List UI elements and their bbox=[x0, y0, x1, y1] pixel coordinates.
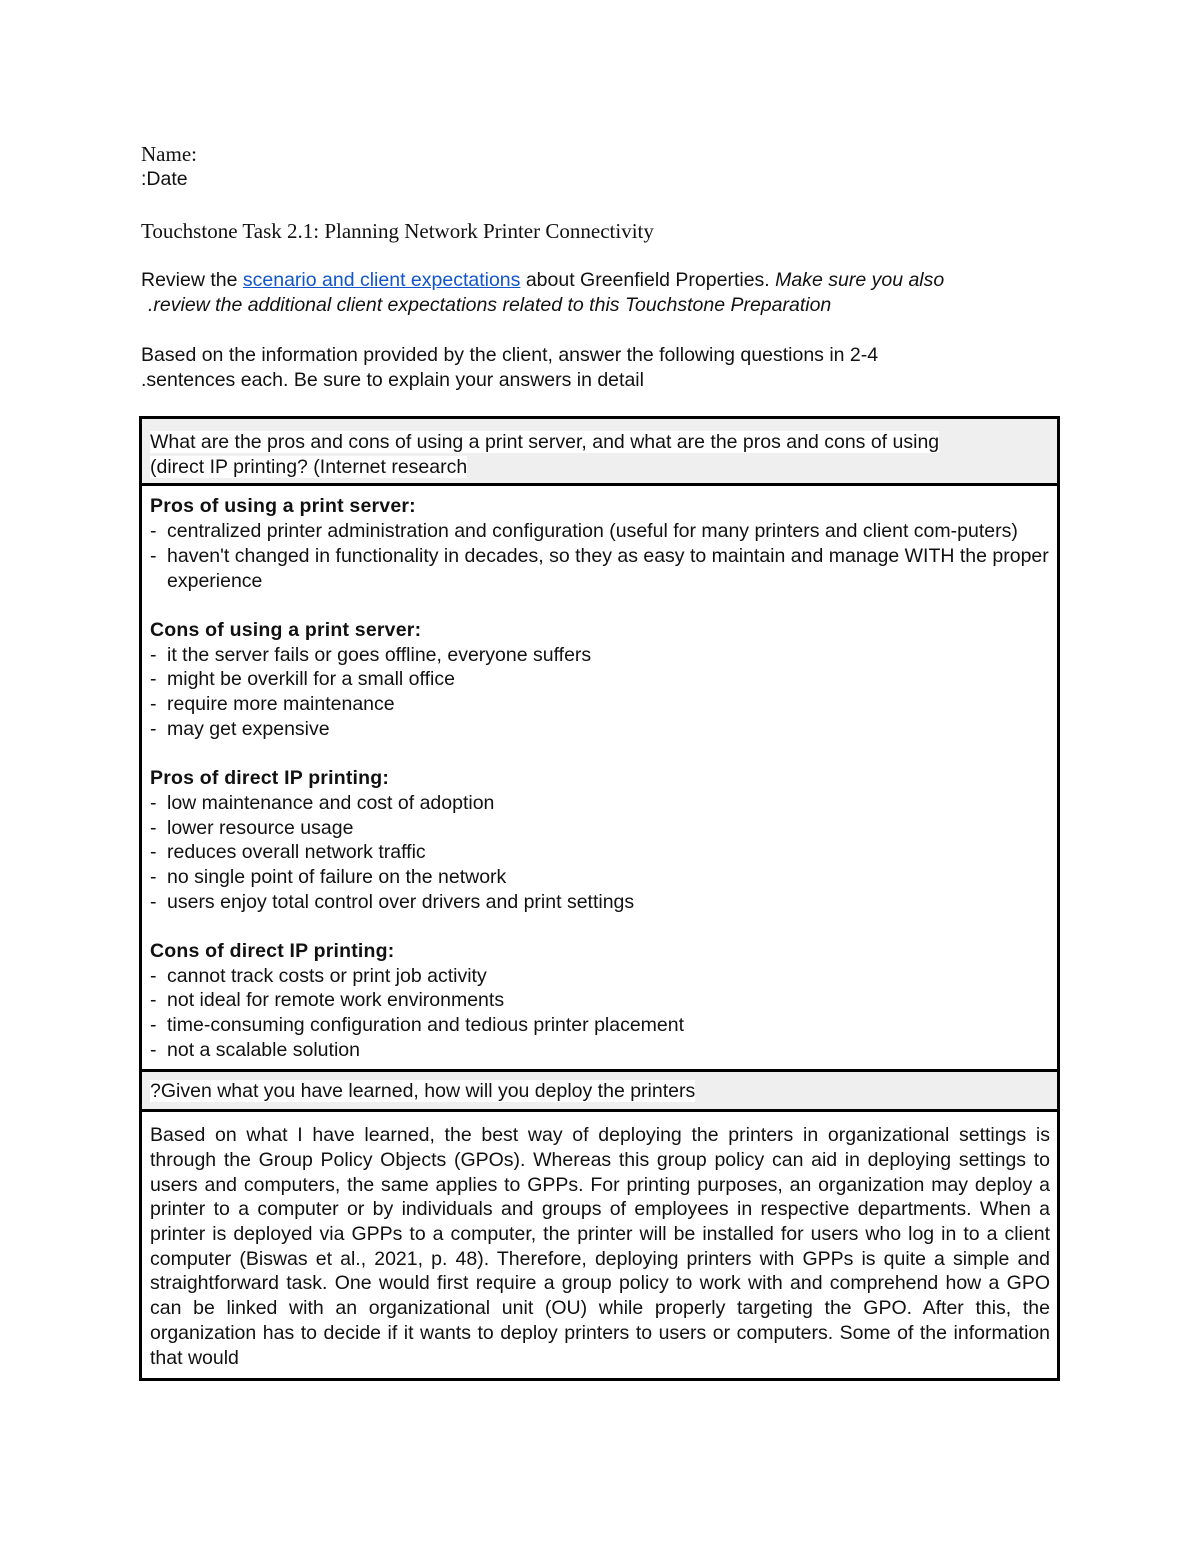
question1-cell bbox=[141, 418, 1059, 485]
list-item: - cannot track costs or print job activity bbox=[150, 964, 1050, 989]
question2-text: ?Given what you have learned, how will you deploy the printers bbox=[150, 1079, 696, 1102]
pros-direct-ip-heading: Pros of direct IP printing: bbox=[150, 767, 390, 790]
review-italic-1: Make sure you also bbox=[775, 269, 945, 291]
list-item: - low maintenance and cost of adoption bbox=[150, 791, 1050, 816]
list-item: - users enjoy total control over drivers and print settings bbox=[150, 890, 1050, 915]
list-item: - require more maintenance bbox=[150, 692, 1050, 717]
list-item: - centralized printer administration and configuration (useful for many printers and client com-puters) bbox=[150, 519, 1050, 544]
question2-row bbox=[141, 1070, 1059, 1111]
list-item: - haven't changed in functionality in decades, so they as easy to maintain and manage WITH the proper experience bbox=[150, 544, 1050, 593]
list-item: - it the server fails or goes offline, everyone suffers bbox=[150, 643, 1050, 668]
review-middle: about Greenfield Properties. bbox=[520, 269, 776, 291]
pros-print-server-heading: Pros of using a print server: bbox=[150, 495, 416, 518]
cons-direct-ip-list bbox=[150, 964, 1050, 1063]
pros-direct-ip-list bbox=[150, 791, 1050, 915]
question1-line2: (direct IP printing? (Internet research bbox=[150, 455, 468, 478]
answer2-row bbox=[141, 1111, 1059, 1380]
page-title: Touchstone Task 2.1: Planning Network Printer Connectivity bbox=[141, 219, 654, 243]
list-item: - may get expensive bbox=[150, 717, 1050, 742]
instruction-line1: Based on the information provided by the client, answer the following questions in 2-4 bbox=[141, 344, 879, 366]
cons-print-server-heading: Cons of using a print server: bbox=[150, 618, 422, 641]
pros-print-server-list bbox=[150, 519, 1050, 593]
instruction-line2: .sentences each. Be sure to explain your answers in detail bbox=[141, 369, 644, 391]
name-label: Name: bbox=[141, 142, 197, 166]
answer2-cell bbox=[141, 1111, 1059, 1380]
answer2-text: Based on what I have learned, the best way of deploying the printers in organizational settings is through the Group Policy Objects (GPOs). Whereas this group policy can aid in deploying settings to users and computers, the same applies to GPPs. For printing purposes, an organization may deploy a printer to a computer or by individuals and groups of employees in respective departments. When a printer is deployed via GPPs to a computer, the printer will be installed for users who log in to a client computer (Biswas et al., 2021, p. 48). Therefore, deploying printers with GPPs is quite a simple and straightforward task. One would first require a group policy to work with and comprehend how a GPO can be linked with an organizational unit (OU) while properly targeting the GPO. After this, the organization has to decide if it wants to deploy printers to users or computers. Some of the information that would bbox=[150, 1124, 1050, 1369]
list-item: - might be overkill for a small office bbox=[150, 667, 1050, 692]
answer1-cell bbox=[141, 485, 1059, 1070]
qa-table bbox=[139, 416, 1060, 1381]
answer1-row bbox=[141, 485, 1059, 1070]
list-item: - not a scalable solution bbox=[150, 1038, 1050, 1063]
scenario-link[interactable]: scenario and client expectations bbox=[242, 269, 521, 291]
list-item: - time-consuming configuration and tedious printer placement bbox=[150, 1013, 1050, 1038]
question2-cell bbox=[141, 1070, 1059, 1111]
question1-row bbox=[141, 418, 1059, 485]
question1-line1: What are the pros and cons of using a print server, and what are the pros and cons of using bbox=[150, 431, 940, 453]
list-item: - not ideal for remote work environments bbox=[150, 988, 1050, 1013]
list-item: - no single point of failure on the network bbox=[150, 865, 1050, 890]
review-prefix: Review the bbox=[141, 269, 243, 291]
review-paragraph-line2: .review the additional client expectations related to this Touchstone Preparation bbox=[148, 294, 832, 316]
cons-direct-ip-heading: Cons of direct IP printing: bbox=[150, 940, 395, 963]
list-item: - lower resource usage bbox=[150, 816, 1050, 841]
list-item: - reduces overall network traffic bbox=[150, 840, 1050, 865]
cons-print-server-list bbox=[150, 643, 1050, 742]
review-paragraph-line1 bbox=[141, 268, 944, 293]
date-label: :Date bbox=[141, 168, 188, 190]
